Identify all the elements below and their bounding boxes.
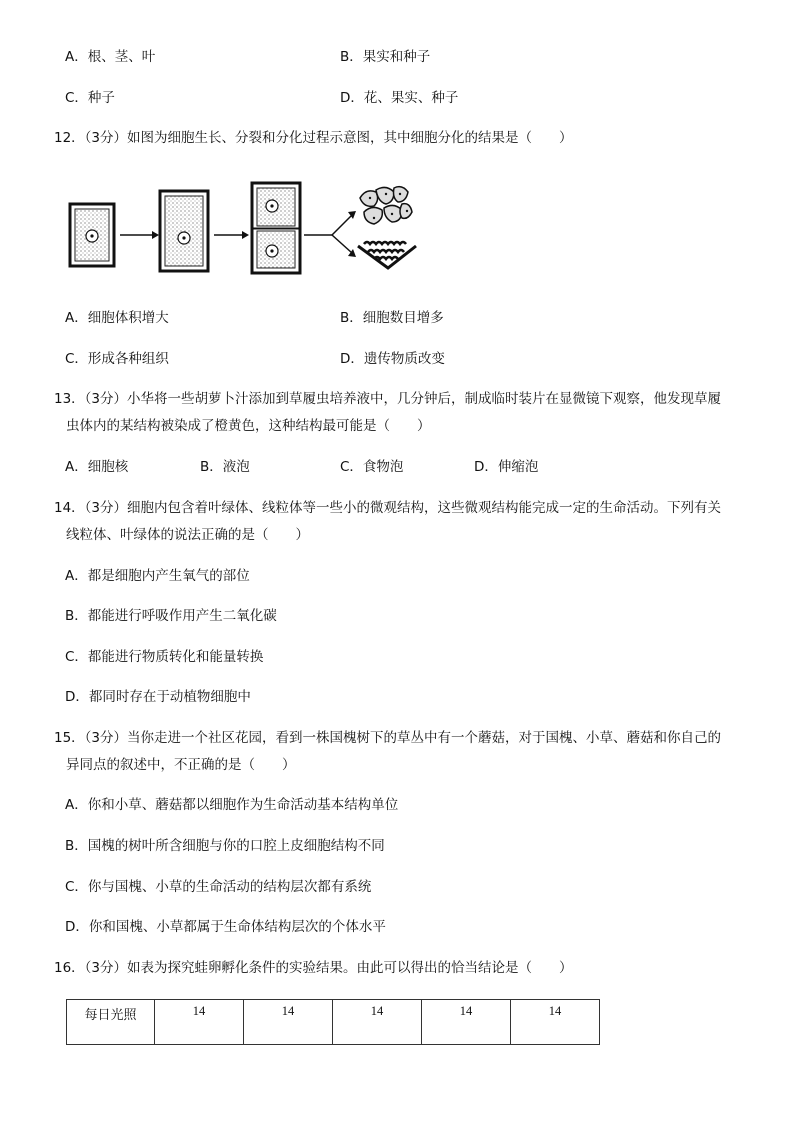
q11-option-b: B．果实和种子 xyxy=(340,49,431,65)
cell-diagram xyxy=(64,178,424,278)
q15-option-a: A．你和小草、蘑菇都以细胞作为生命活动基本结构单位 xyxy=(65,797,399,813)
q14-option-a: A．都是细胞内产生氧气的部位 xyxy=(65,568,250,584)
q13-option-a: A．细胞核 xyxy=(65,459,129,475)
grown-cell-icon xyxy=(160,191,208,271)
q13-stem-line2: 虫体内的某结构被染成了橙黄色，这种结构最可能是（ ） xyxy=(66,418,431,434)
q12-option-d: D．遗传物质改变 xyxy=(340,351,445,367)
small-cell-icon xyxy=(70,204,114,266)
q15-stem-line2: 异同点的叙述中，不正确的是（ ） xyxy=(66,757,296,773)
q16-stem: 16．（3分）如表为探究蛙卵孵化条件的实验结果。由此可以得出的恰当结论是（ ） xyxy=(54,960,573,976)
divided-cells-icon xyxy=(252,183,300,273)
table-cell: 14 xyxy=(155,1000,244,1045)
q11-option-c: C．种子 xyxy=(65,90,115,106)
table-cell: 14 xyxy=(244,1000,333,1045)
q15-stem-line1: 15．（3分）当你走进一个社区花园，看到一株国槐树下的草丛中有一个蘑菇，对于国槐、小草、蘑菇和你自己的 xyxy=(54,730,722,746)
q12-option-c: C．形成各种组织 xyxy=(65,351,169,367)
q16-data-table xyxy=(66,999,600,1045)
q12-option-a: A．细胞体积增大 xyxy=(65,310,169,326)
table-row-label: 每日光照 xyxy=(67,1000,155,1045)
q11-option-d: D．花、果实、种子 xyxy=(340,90,459,106)
tissue-layer-icon xyxy=(358,242,416,268)
tissue-cluster-icon xyxy=(360,187,412,224)
q12-stem: 12．（3分）如图为细胞生长、分裂和分化过程示意图，其中细胞分化的结果是（ ） xyxy=(54,130,573,146)
q11-option-a: A．根、茎、叶 xyxy=(65,49,156,65)
table-cell: 14 xyxy=(510,1000,599,1045)
q13-stem-line1: 13．（3分）小华将一些胡萝卜汁添加到草履虫培养液中，几分钟后，制成临时装片在显微镜下观察，他发现草履 xyxy=(54,391,722,407)
q15-option-c: C．你与国槐、小草的生命活动的结构层次都有系统 xyxy=(65,879,372,895)
q14-option-b: B．都能进行呼吸作用产生二氧化碳 xyxy=(65,608,277,624)
q13-option-b: B．液泡 xyxy=(200,459,250,475)
table-cell: 14 xyxy=(422,1000,511,1045)
q14-option-d: D．都同时存在于动植物细胞中 xyxy=(65,689,251,705)
q14-option-c: C．都能进行物质转化和能量转换 xyxy=(65,649,264,665)
q12-option-b: B．细胞数目增多 xyxy=(340,310,444,326)
q13-option-d: D．伸缩泡 xyxy=(474,459,539,475)
q15-option-b: B．国槐的树叶所含细胞与你的口腔上皮细胞结构不同 xyxy=(65,838,385,854)
table-row xyxy=(67,1000,600,1045)
q14-stem-line2: 线粒体、叶绿体的说法正确的是（ ） xyxy=(66,527,309,543)
cell-process-figure xyxy=(64,178,424,278)
q15-option-d: D．你和国槐、小草都属于生命体结构层次的个体水平 xyxy=(65,919,386,935)
q14-stem-line1: 14．（3分）细胞内包含着叶绿体、线粒体等一些小的微观结构，这些微观结构能完成一定的生命活动。下列有关 xyxy=(54,500,722,516)
table-cell: 14 xyxy=(333,1000,422,1045)
q13-option-c: C．食物泡 xyxy=(340,459,404,475)
